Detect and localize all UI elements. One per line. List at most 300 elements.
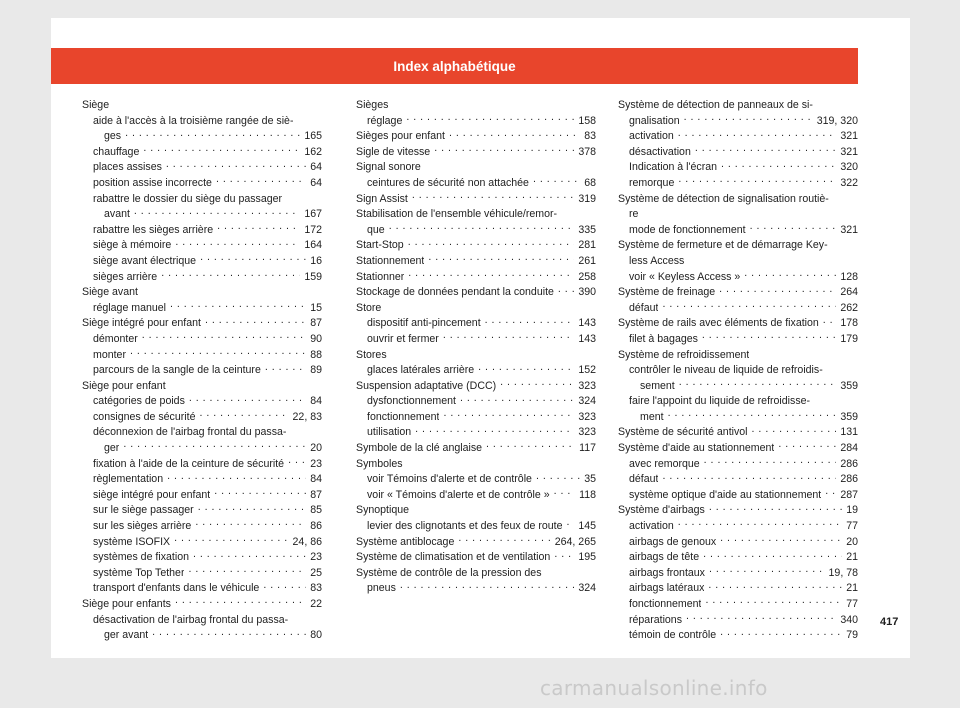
index-entry [82, 301, 322, 317]
index-entry-page: 21 [846, 551, 858, 564]
dot-leader [189, 394, 306, 404]
index-entry-label: règlementation [93, 473, 164, 486]
index-entry-label: ger [104, 442, 120, 455]
index-entry-label: système optique d'aide au stationnement [629, 488, 822, 501]
index-entry-page: 21 [846, 582, 858, 595]
index-entry [618, 348, 858, 364]
index-entry [618, 270, 858, 286]
dot-leader [558, 285, 574, 295]
index-entry [82, 254, 322, 270]
dot-leader [408, 238, 575, 248]
dot-leader [485, 316, 575, 326]
dot-leader [205, 316, 306, 326]
index-entry [618, 301, 858, 317]
index-entry-page: 167 [304, 208, 322, 221]
index-entry-label: Système de rails avec éléments de fixation [618, 317, 819, 330]
dot-leader [406, 114, 574, 124]
index-entry-page: 319 [578, 192, 596, 205]
index-entry-label: activation [629, 520, 674, 533]
index-entry-label: que [367, 223, 385, 236]
dot-leader [198, 503, 307, 513]
index-entry-page: 22, 83 [292, 410, 322, 423]
index-entry [82, 410, 322, 426]
dot-leader [720, 628, 842, 638]
dot-leader [130, 348, 306, 358]
index-entry-label: Signal sonore [356, 161, 421, 174]
dot-leader [217, 223, 300, 233]
index-entry [82, 223, 322, 239]
index-entry-page: 324 [578, 395, 596, 408]
index-entry [618, 223, 858, 239]
dot-leader [662, 472, 836, 482]
index-entry-page: 16 [310, 254, 322, 267]
dot-leader [536, 472, 580, 482]
dot-leader [744, 270, 836, 280]
index-entry [356, 425, 596, 441]
dot-leader [123, 441, 306, 451]
index-entry [618, 597, 858, 613]
dot-leader [825, 488, 836, 498]
index-entry-page: 322 [840, 176, 858, 189]
index-entry-label: Siège [82, 99, 110, 111]
index-entry [618, 503, 858, 519]
index-entry-label: airbags latéraux [629, 582, 705, 595]
index-entry-label: démonter [93, 332, 138, 345]
dot-leader [195, 519, 306, 529]
index-entry-label: levier des clignotants et des feux de route [367, 520, 563, 533]
index-entry-page: 261 [578, 254, 596, 267]
index-entry-label: airbags de genoux [629, 535, 717, 548]
dot-leader [389, 223, 575, 233]
dot-leader [458, 535, 550, 545]
index-entry-label: voir « Témoins d'alerte et de contrôle » [367, 488, 550, 501]
index-entry-page: 83 [584, 130, 596, 143]
index-entry [618, 98, 858, 114]
index-entry-page: 323 [578, 426, 596, 439]
index-entry-label: ges [104, 130, 122, 143]
index-entry-label: Stationner [356, 270, 405, 283]
index-entry-label: position assise incorrecte [93, 176, 212, 189]
page-title: Index alphabétique [393, 58, 516, 74]
index-entry-page: 89 [310, 364, 322, 377]
index-entry [356, 535, 596, 551]
index-entry [356, 114, 596, 130]
index-entry-label: Stockage de données pendant la conduite [356, 286, 554, 299]
index-entry-label: dysfonctionnement [367, 395, 456, 408]
index-entry-label: désactivation [629, 145, 691, 158]
index-entry-label: utilisation [367, 426, 412, 439]
index-entry-label: avec remorque [629, 457, 700, 470]
dot-leader [216, 176, 306, 186]
index-entry-label: Système de refroidissement [618, 348, 750, 361]
index-entry [356, 457, 596, 473]
index-entry [82, 285, 322, 301]
index-entry-label: catégories de poids [93, 395, 185, 408]
index-entry-label: systèmes de fixation [93, 551, 189, 564]
index-entry [356, 332, 596, 348]
index-entry [356, 192, 596, 208]
index-entry [356, 379, 596, 395]
index-entry-page: 143 [578, 317, 596, 330]
dot-leader [460, 394, 574, 404]
dot-leader [170, 301, 306, 311]
dot-leader [443, 410, 574, 420]
dot-leader [500, 379, 574, 389]
index-entry-page: 178 [840, 317, 858, 330]
index-entry-page: 159 [304, 270, 322, 283]
index-entry [618, 581, 858, 597]
index-entry [356, 363, 596, 379]
index-entry [618, 457, 858, 473]
index-entry-page: 23 [310, 551, 322, 564]
dot-leader [703, 550, 842, 560]
index-entry [618, 192, 858, 208]
index-entry [82, 332, 322, 348]
index-entry [82, 379, 322, 395]
dot-leader [678, 176, 836, 186]
index-entry-page: 340 [840, 613, 858, 626]
dot-leader [412, 192, 574, 202]
index-entry [356, 160, 596, 176]
dot-leader [554, 550, 574, 560]
dot-leader [175, 597, 306, 607]
index-entry-label: Stabilisation de l'ensemble véhicule/remor- [356, 208, 558, 221]
index-entry [356, 98, 596, 114]
index-entry-label: remorque [629, 176, 675, 189]
dot-leader [449, 129, 580, 139]
index-entry-page: 320 [840, 161, 858, 174]
dot-leader [686, 613, 836, 623]
index-entry [356, 145, 596, 161]
index-entry [356, 472, 596, 488]
index-entry [618, 238, 858, 254]
index-entry-label: filet à bagages [629, 332, 698, 345]
watermark: carmanualsonline.info [540, 676, 768, 700]
index-entry-label: Système de fermeture et de démarrage Key- [618, 239, 828, 252]
index-entry [618, 332, 858, 348]
index-entry-label: mode de fonctionnement [629, 223, 746, 236]
dot-leader [778, 441, 836, 451]
index-entry-label: Système de freinage [618, 286, 716, 299]
dot-leader [823, 316, 837, 326]
index-entry [356, 394, 596, 410]
page-number: 417 [880, 616, 899, 628]
index-entry [356, 254, 596, 270]
index-entry-page: 335 [578, 223, 596, 236]
index-entry-page: 321 [840, 145, 858, 158]
index-entry [356, 316, 596, 332]
index-entry-page: 324 [578, 582, 596, 595]
dot-leader [443, 332, 574, 342]
index-column-3 [618, 98, 858, 644]
index-entry [618, 363, 858, 379]
index-entry [82, 566, 322, 582]
index-entry-label: sur les sièges arrière [93, 520, 192, 533]
index-entry-page: 22 [310, 598, 322, 610]
index-entry-page: 162 [304, 145, 322, 158]
index-entry [618, 410, 858, 426]
index-entry-label: siège avant électrique [93, 254, 197, 267]
index-entry-label: réglage manuel [93, 301, 167, 314]
dot-leader [199, 410, 288, 420]
dot-leader [668, 410, 837, 420]
index-entry-page: 284 [840, 442, 858, 455]
dot-leader [720, 535, 842, 545]
index-entry [82, 472, 322, 488]
index-entry-page: 118 [579, 488, 596, 501]
dot-leader [161, 270, 300, 280]
index-entry-label: réparations [629, 613, 682, 626]
index-entry-label: aide à l'accès à la troisième rangée de siè- [93, 114, 294, 127]
index-entry-label: contrôler le niveau de liquide de refroidis- [629, 364, 823, 377]
index-entry [356, 488, 596, 504]
dot-leader [143, 145, 300, 155]
index-entry-label: less Access [629, 254, 685, 267]
index-entry-page: 87 [310, 317, 322, 330]
index-entry [618, 207, 858, 223]
index-entry-page: 86 [310, 520, 322, 533]
index-entry-page: 179 [840, 332, 858, 345]
index-entry-label: rabattre le dossier du siège du passager [93, 192, 283, 205]
index-entry [82, 441, 322, 457]
index-entry-label: fonctionnement [629, 598, 702, 610]
dot-leader [486, 441, 575, 451]
index-entry [618, 145, 858, 161]
index-entry [618, 394, 858, 410]
index-entry-label: dispositif anti-pincement [367, 317, 481, 330]
index-entry-label: avant [104, 208, 130, 221]
index-entry [356, 129, 596, 145]
index-entry-label: Suspension adaptative (DCC) [356, 379, 497, 392]
dot-leader [125, 129, 300, 139]
index-entry-label: ment [640, 410, 664, 423]
dot-leader [200, 254, 306, 264]
index-entry [356, 550, 596, 566]
index-entry [356, 270, 596, 286]
index-entry-page: 359 [840, 379, 858, 392]
index-entry-label: voir Témoins d'alerte et de contrôle [367, 473, 532, 486]
index-entry [82, 129, 322, 145]
index-entry-page: 264 [840, 286, 858, 299]
index-entry [82, 160, 322, 176]
index-entry-label: Sign Assist [356, 192, 408, 205]
index-entry [82, 519, 322, 535]
index-entry-label: Système de sécurité antivol [618, 426, 748, 439]
index-entry-label: défaut [629, 301, 659, 314]
index-entry-label: siège intégré pour enfant [93, 488, 211, 501]
index-entry [618, 379, 858, 395]
index-entry [618, 176, 858, 192]
index-entry-label: sièges arrière [93, 270, 158, 283]
index-entry [356, 301, 596, 317]
index-entry-label: rabattre les sièges arrière [93, 223, 214, 236]
index-entry-label: Siège pour enfants [82, 598, 171, 610]
index-entry-label: activation [629, 130, 674, 143]
index-entry [356, 581, 596, 597]
index-entry-page: 20 [846, 535, 858, 548]
index-entry-page: 264, 265 [554, 535, 596, 548]
index-entry [618, 129, 858, 145]
dot-leader [175, 238, 300, 248]
index-entry [618, 425, 858, 441]
index-entry [356, 503, 596, 519]
index-entry [618, 488, 858, 504]
index-entry [356, 223, 596, 239]
index-entry-page: 286 [840, 473, 858, 486]
index-entry-page: 152 [578, 364, 596, 377]
index-column-2 [356, 98, 596, 597]
index-entry-label: siège à mémoire [93, 239, 172, 252]
index-entry [618, 550, 858, 566]
index-entry-page: 145 [578, 520, 596, 533]
index-entry [356, 285, 596, 301]
index-entry-label: système ISOFIX [93, 535, 171, 548]
index-entry [618, 519, 858, 535]
index-entry [82, 581, 322, 597]
dot-leader [708, 581, 842, 591]
dot-leader [415, 425, 574, 435]
index-entry-page: 165 [304, 130, 322, 143]
index-entry-label: Système de climatisation et de ventilation [356, 551, 551, 564]
index-entry-label: Synoptique [356, 504, 410, 517]
dot-leader [174, 535, 288, 545]
index-entry-page: 80 [310, 629, 322, 642]
index-entry-page: 84 [310, 395, 322, 408]
index-entry [82, 488, 322, 504]
dot-leader [750, 223, 837, 233]
index-entry-label: Système de détection de panneaux de si- [618, 99, 813, 111]
index-entry-label: Siège intégré pour enfant [82, 317, 201, 330]
index-entry-page: 323 [578, 379, 596, 392]
index-entry-page: 90 [310, 332, 322, 345]
index-entry-label: défaut [629, 473, 659, 486]
index-entry [356, 238, 596, 254]
index-entry-page: 77 [846, 598, 858, 610]
index-entry [82, 597, 322, 613]
dot-leader [478, 363, 574, 373]
index-entry-page: 128 [840, 270, 858, 283]
index-entry-page: 35 [584, 473, 596, 486]
dot-leader [678, 519, 842, 529]
index-entry [82, 550, 322, 566]
index-entry-label: réglage [367, 114, 403, 127]
page-header [51, 48, 858, 84]
index-entry-page: 158 [578, 114, 596, 127]
dot-leader [719, 285, 836, 295]
dot-leader [152, 628, 306, 638]
index-entry-label: Siège avant [82, 286, 138, 299]
index-entry-label: ceintures de sécurité non attachée [367, 176, 529, 189]
dot-leader [709, 503, 842, 513]
dot-leader [214, 488, 306, 498]
index-entry-label: Indication à l'écran [629, 161, 718, 174]
index-entry [356, 207, 596, 223]
index-entry-label: airbags frontaux [629, 566, 705, 579]
index-entry [618, 628, 858, 644]
dot-leader [434, 145, 574, 155]
dot-leader [695, 145, 836, 155]
index-entry-label: Stationnement [356, 254, 425, 267]
index-entry-page: 359 [840, 410, 858, 423]
index-entry-label: transport d'enfants dans le véhicule [93, 582, 260, 595]
index-entry-page: 321 [840, 223, 858, 236]
index-entry-label: consignes de sécurité [93, 410, 196, 423]
index-entry-page: 84 [310, 473, 322, 486]
dot-leader [400, 581, 574, 591]
index-entry [82, 207, 322, 223]
index-entry-label: Siège pour enfant [82, 379, 166, 392]
index-entry [356, 348, 596, 364]
index-entry [618, 114, 858, 130]
index-entry-page: 68 [584, 176, 596, 189]
index-entry-page: 390 [578, 286, 596, 299]
dot-leader [678, 129, 837, 139]
index-entry-page: 87 [310, 488, 322, 501]
dot-leader [408, 270, 574, 280]
index-entry-page: 25 [310, 566, 322, 579]
dot-leader [721, 160, 836, 170]
index-entry-label: Sigle de vitesse [356, 145, 431, 158]
index-entry [82, 535, 322, 551]
index-entry [82, 348, 322, 364]
index-entry-page: 85 [310, 504, 322, 517]
dot-leader [134, 207, 300, 217]
index-entry-label: pneus [367, 582, 396, 595]
index-entry-page: 287 [840, 488, 858, 501]
index-entry-page: 23 [310, 457, 322, 470]
index-entry [356, 566, 596, 582]
index-entry [82, 192, 322, 208]
index-entry [356, 519, 596, 535]
index-entry [618, 472, 858, 488]
index-entry [82, 457, 322, 473]
index-entry-page: 286 [840, 457, 858, 470]
index-entry-label: Système de contrôle de la pression des [356, 566, 542, 579]
index-entry [356, 176, 596, 192]
index-entry-label: Système antiblocage [356, 535, 455, 548]
index-entry-label: Système d'aide au stationnement [618, 442, 775, 455]
index-entry-page: 83 [310, 582, 322, 595]
index-entry [356, 441, 596, 457]
dot-leader [533, 176, 580, 186]
index-entry-page: 172 [304, 223, 322, 236]
dot-leader [193, 550, 306, 560]
index-entry-label: Sièges [356, 99, 389, 111]
index-entry-label: système Top Tether [93, 566, 185, 579]
index-entry-page: 24, 86 [292, 535, 322, 548]
index-entry [82, 98, 322, 114]
index-entry-label: témoin de contrôle [629, 629, 717, 642]
index-entry-label: gnalisation [629, 114, 680, 127]
index-entry-page: 143 [578, 332, 596, 345]
index-entry-page: 321 [840, 130, 858, 143]
index-entry-label: fonctionnement [367, 410, 440, 423]
index-entry-page: 19 [846, 504, 858, 517]
index-entry [618, 566, 858, 582]
dot-leader [263, 581, 306, 591]
index-entry-label: Sièges pour enfant [356, 130, 445, 143]
dot-leader [567, 519, 575, 529]
index-entry-label: Système d'airbags [618, 504, 705, 517]
index-entry-page: 79 [846, 629, 858, 642]
index-entry [82, 363, 322, 379]
dot-leader [288, 457, 306, 467]
index-entry-page: 319, 320 [816, 114, 858, 127]
index-entry-label: ouvrir et fermer [367, 332, 439, 345]
index-entry-label: monter [93, 348, 126, 361]
index-entry [618, 535, 858, 551]
index-entry-label: places assises [93, 161, 162, 174]
